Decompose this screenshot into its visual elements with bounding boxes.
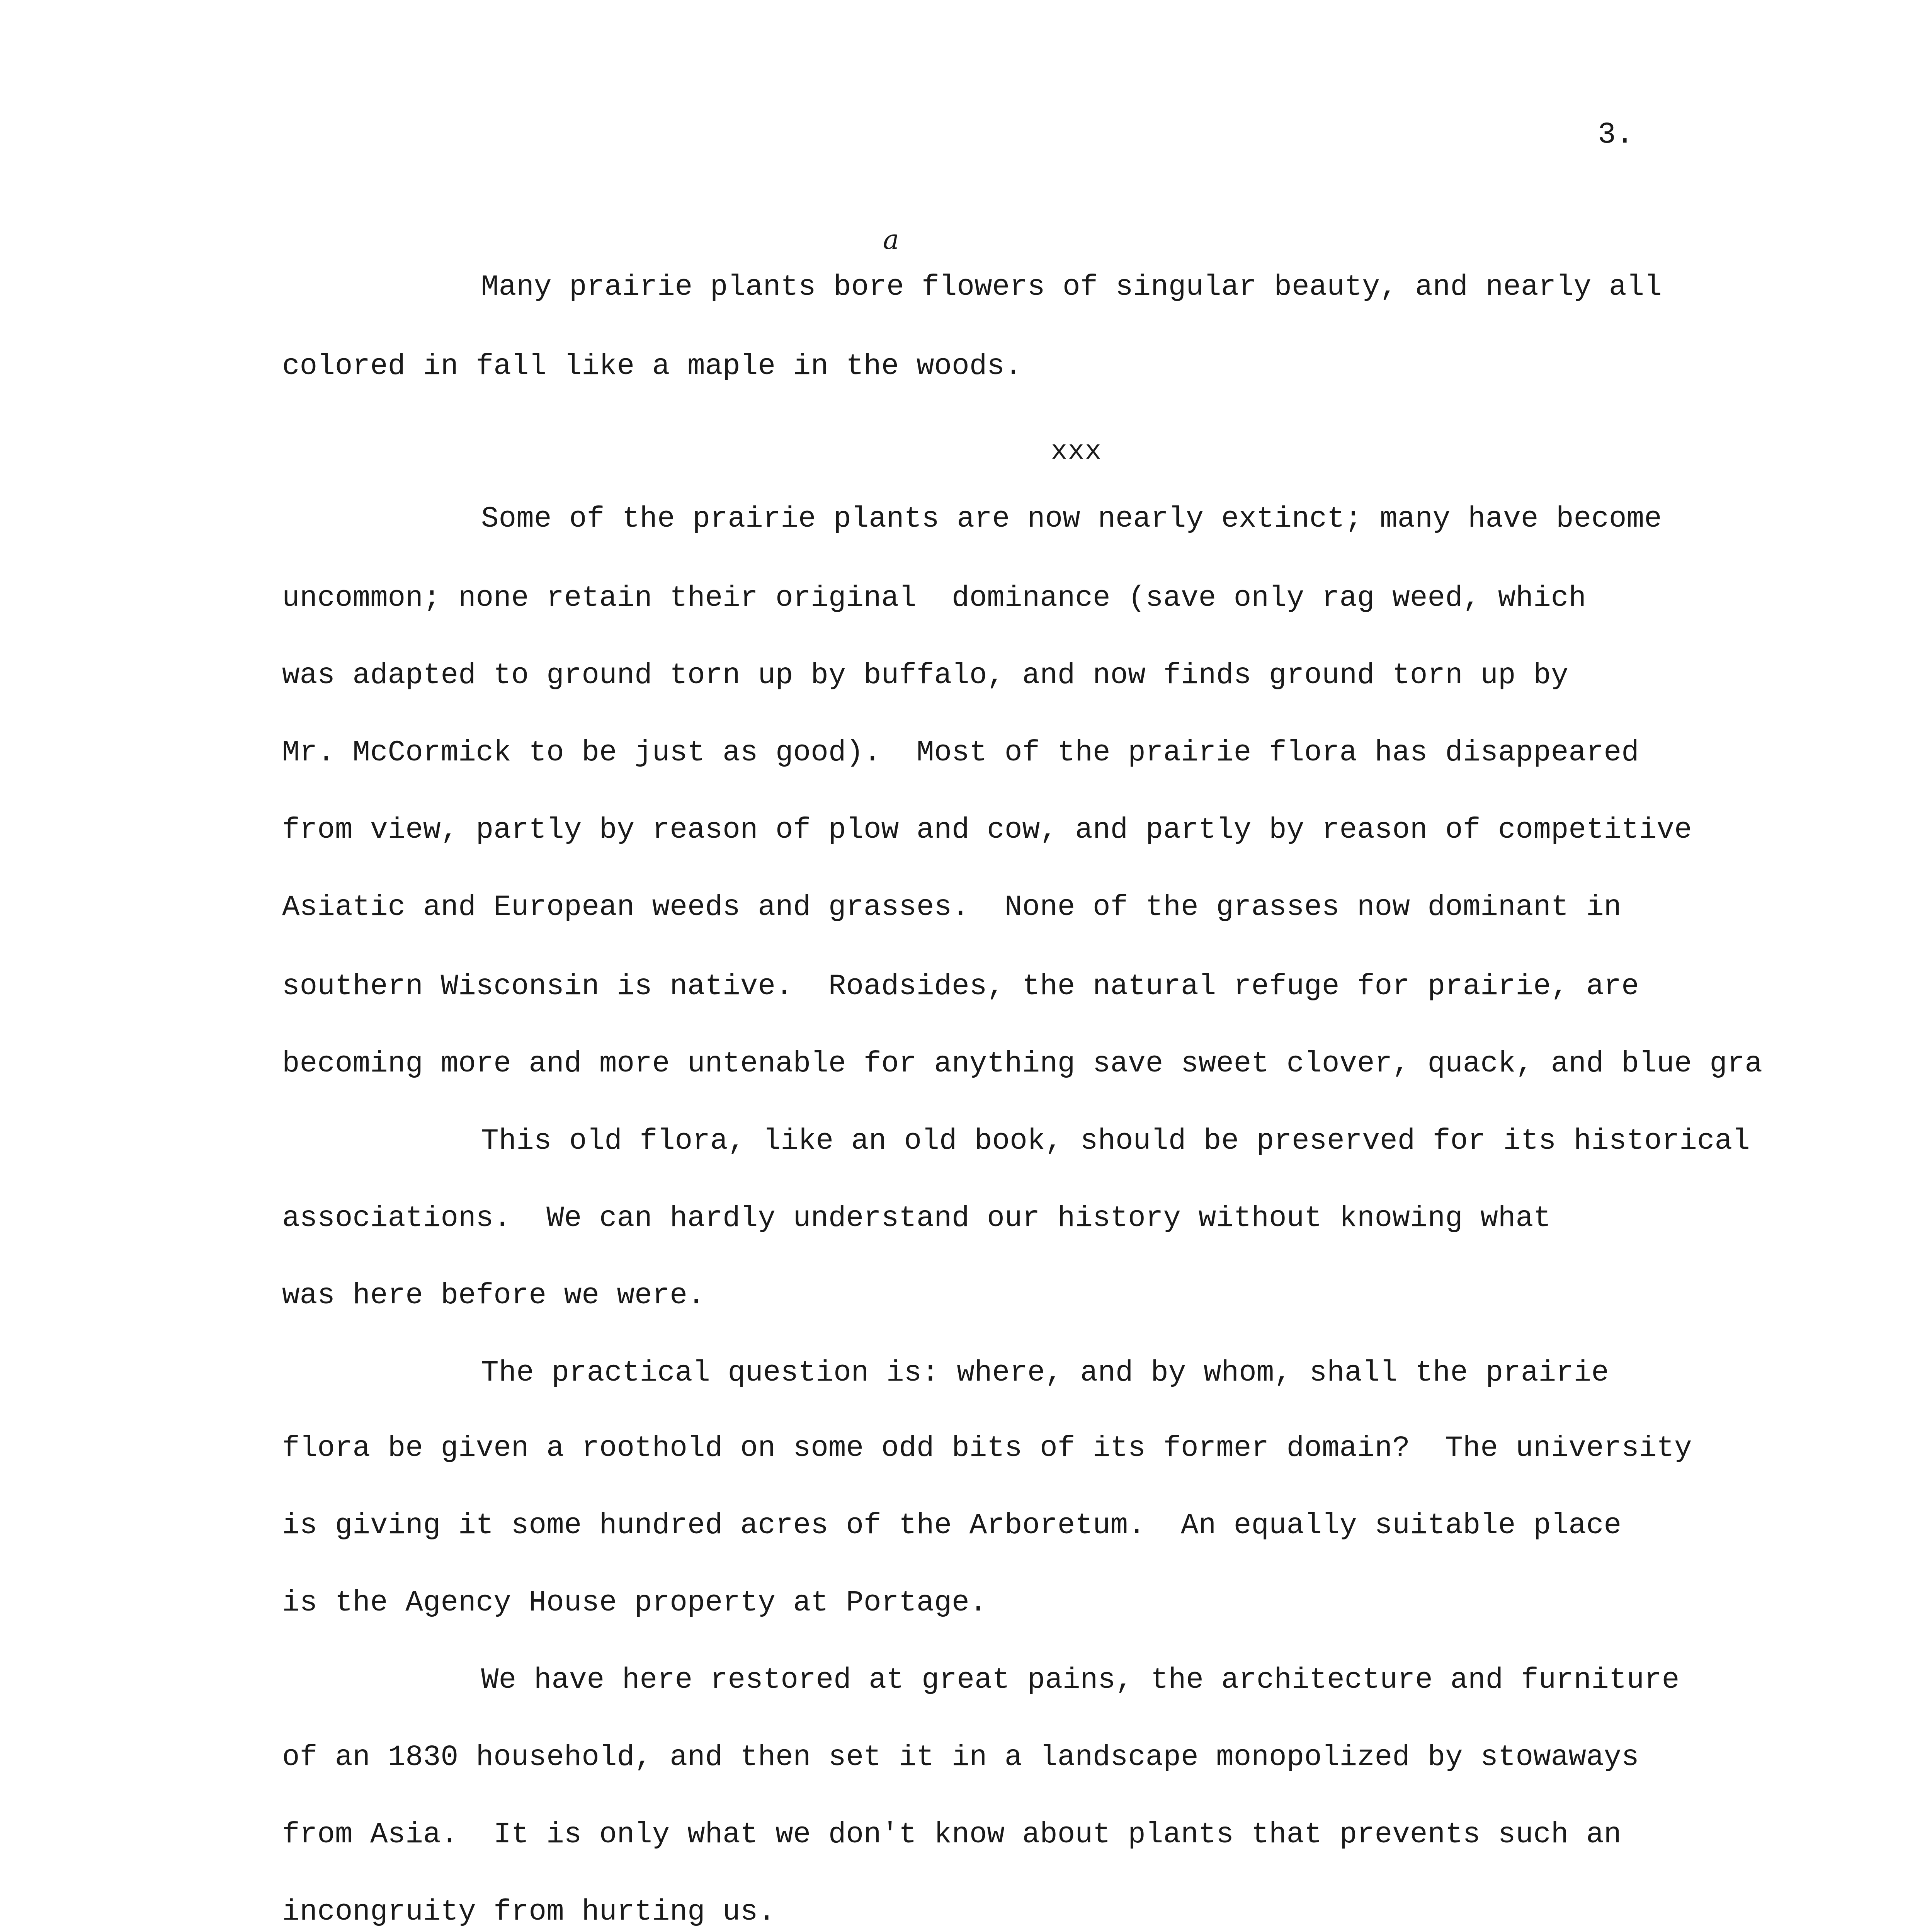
text-line: Many prairie plants bore flowers of singular beauty, and nearly all bbox=[481, 270, 1662, 304]
text-line: associations. We can hardly understand our history without knowing what bbox=[282, 1202, 1551, 1235]
text-line: The practical question is: where, and by whom, shall the prairie bbox=[481, 1356, 1609, 1389]
text-line: This old flora, like an old book, should be preserved for its historical bbox=[481, 1124, 1750, 1158]
text-line: incongruity from hurting us. bbox=[282, 1895, 776, 1929]
text-line: from Asia. It is only what we don't know about plants that prevents such an bbox=[282, 1818, 1622, 1851]
text-line: was here before we were. bbox=[282, 1279, 705, 1312]
section-separator: xxx bbox=[1051, 437, 1102, 467]
text-line: flora be given a roothold on some odd bits of its former domain? The university bbox=[282, 1432, 1692, 1465]
text-line: from view, partly by reason of plow and cow, and partly by reason of competitive bbox=[282, 813, 1692, 847]
text-line: We have here restored at great pains, the architecture and furniture bbox=[481, 1663, 1680, 1697]
text-line: Mr. McCormick to be just as good). Most of the prairie flora has disappeared bbox=[282, 736, 1639, 769]
page-number: 3. bbox=[1598, 118, 1634, 152]
text-line: becoming more and more untenable for anything save sweet clover, quack, and blue gra bbox=[282, 1047, 1763, 1080]
text-line: Some of the prairie plants are now nearly extinct; many have become bbox=[481, 502, 1662, 536]
text-line: of an 1830 household, and then set it in a landscape monopolized by stowaways bbox=[282, 1741, 1639, 1774]
text-line: is the Agency House property at Portage. bbox=[282, 1586, 987, 1619]
text-line: colored in fall like a maple in the woods. bbox=[282, 350, 1022, 383]
text-line: Asiatic and European weeds and grasses. None of the grasses now dominant in bbox=[282, 891, 1622, 924]
text-line: southern Wisconsin is native. Roadsides, the natural refuge for prairie, are bbox=[282, 970, 1639, 1003]
text-line: was adapted to ground torn up by buffalo, and now finds ground torn up by bbox=[282, 659, 1569, 692]
handwritten-correction: a bbox=[883, 224, 899, 255]
text-line: is giving it some hundred acres of the Arboretum. An equally suitable place bbox=[282, 1509, 1622, 1542]
text-line: uncommon; none retain their original dominance (save only rag weed, which bbox=[282, 582, 1586, 615]
